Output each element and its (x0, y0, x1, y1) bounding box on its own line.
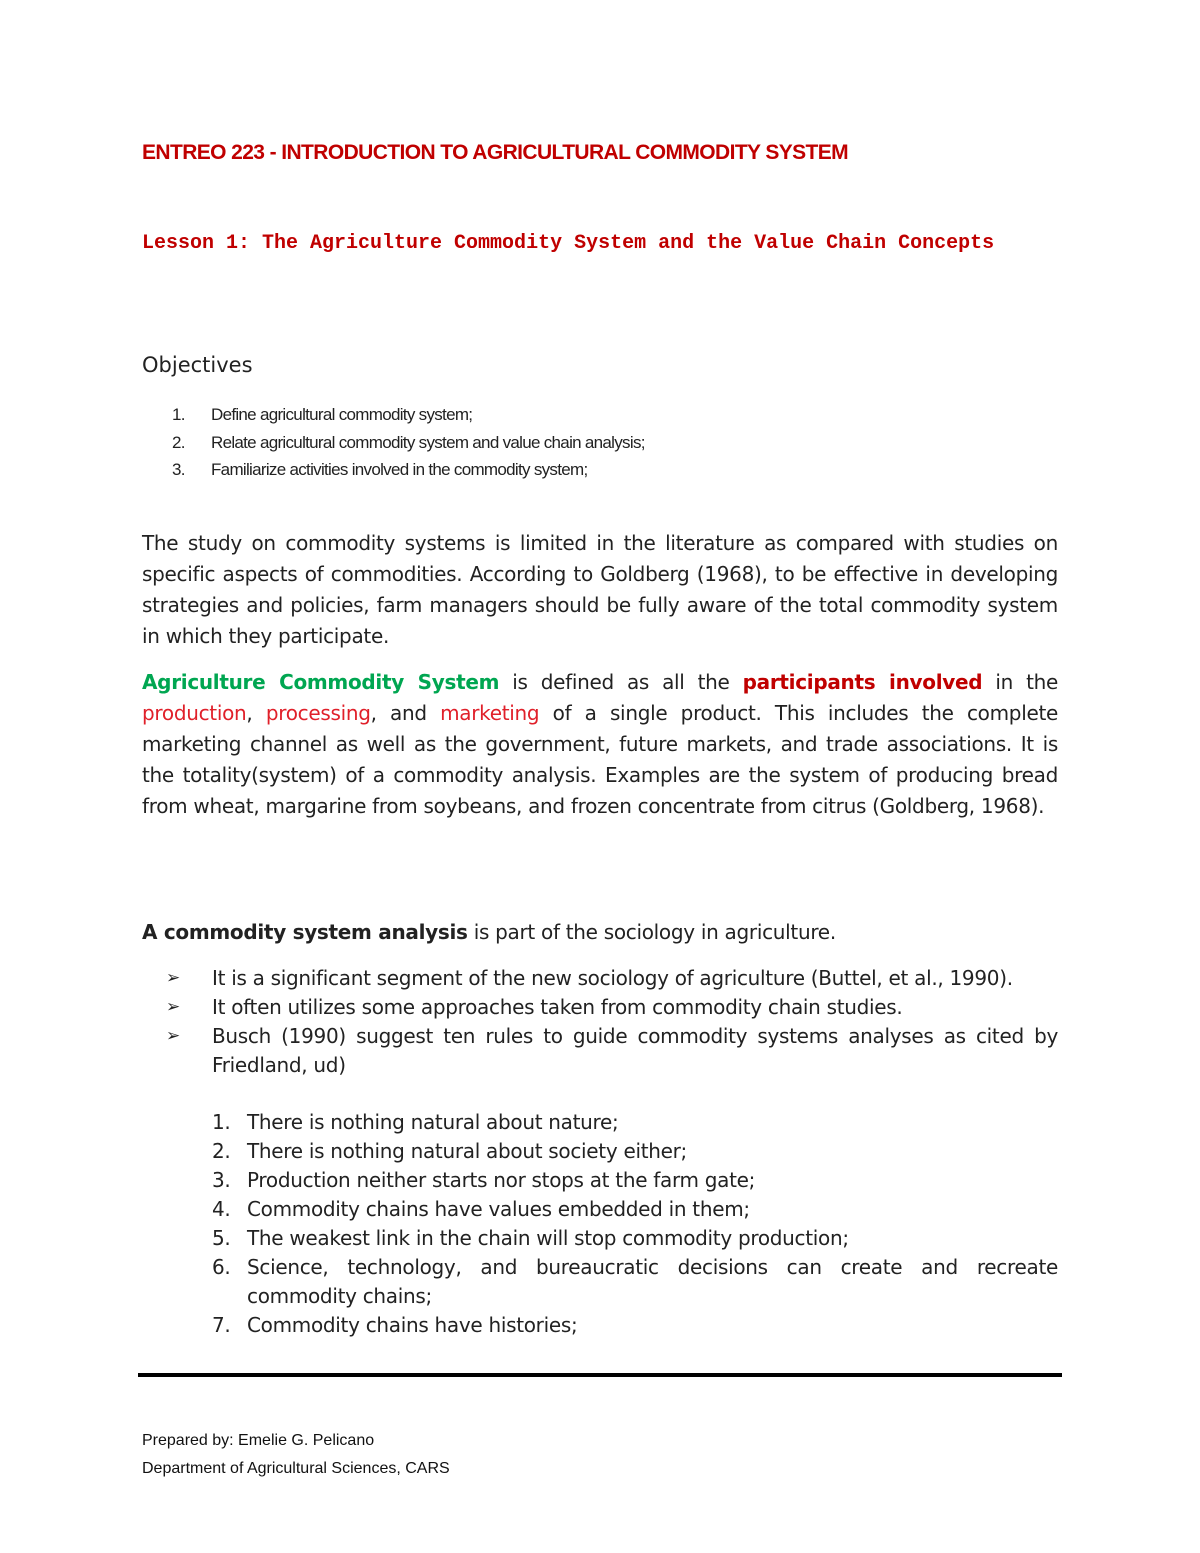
footer-department: Department of Agricultural Sciences, CARS (142, 1460, 450, 1477)
list-item (172, 456, 645, 484)
list-item (212, 1224, 1058, 1253)
list-item (212, 1137, 1058, 1166)
course-title: ENTREO 223 - INTRODUCTION TO AGRICULTURAL COMMODITY SYSTEM (142, 141, 849, 164)
list-item (212, 1253, 1058, 1311)
text-run: , (246, 701, 266, 725)
term-processing: processing (265, 701, 371, 725)
list-item (166, 993, 1058, 1022)
list-text: Define agricultural commodity system; (211, 405, 473, 424)
list-text: Relate agricultural commodity system and value chain analysis; (211, 432, 645, 452)
list-item (212, 1311, 1058, 1340)
list-item (212, 1166, 1058, 1195)
list-text: Commodity chains have values embedded in them; (247, 1197, 750, 1221)
intro-paragraph: The study on commodity systems is limited in the literature as compared with studies on specific aspects of commodities. According to Goldberg (1968), to be effective in developing strategies and policies, farm managers should be fully aware of the total commodity system in which they participate. (142, 531, 1058, 648)
list-item (212, 1108, 1058, 1137)
analysis-paragraph (142, 917, 1058, 948)
list-text: Commodity chains have histories; (247, 1313, 578, 1337)
list-item (172, 429, 645, 457)
list-item (166, 964, 1058, 993)
list-text: Busch (1990) suggest ten rules to guide commodity systems analyses as cited by Friedland, ud) (212, 1024, 1058, 1077)
arrow-bullet-list (166, 964, 1058, 1080)
list-number: 1. (172, 405, 185, 424)
text-run: of a single product. This includes the complete marketing channel as well as the government, future markets, and trade associations. It is the totality(system) of a commodity analysis. Examples are the system of producing bread from wheat, margarine from soybeans, and frozen concentrate from citrus (Goldberg, 1968). (142, 701, 1058, 818)
list-number: 6. (212, 1255, 231, 1279)
list-text: Familiarize activities involved in the commodity system; (211, 460, 588, 479)
term-participants: participants involved (742, 670, 983, 694)
list-text: Science, technology, and bureaucratic decisions can create and recreate commodity chains; (247, 1255, 1058, 1308)
term-marketing: marketing (440, 701, 540, 725)
text-run: is defined as all the (499, 670, 743, 694)
text-run: in the (982, 670, 1058, 694)
list-item (166, 1022, 1058, 1080)
term-production: production (142, 701, 247, 725)
arrow-bullet-icon: ➢ (166, 1026, 180, 1046)
term-agriculture-commodity-system: Agriculture Commodity System (142, 670, 500, 694)
arrow-bullet-icon: ➢ (166, 968, 180, 988)
list-text: It is a significant segment of the new sociology of agriculture (Buttel, et al., 1990). (212, 966, 1013, 990)
term-commodity-system-analysis: A commodity system analysis (142, 920, 468, 944)
list-number: 2. (212, 1139, 231, 1163)
list-number: 3. (212, 1168, 231, 1192)
list-text: There is nothing natural about nature; (247, 1110, 619, 1134)
footer-prepared-by: Prepared by: Emelie G. Pelicano (142, 1432, 375, 1449)
arrow-bullet-icon: ➢ (166, 997, 180, 1017)
text-run: is part of the sociology in agriculture. (467, 920, 836, 944)
lesson-title: Lesson 1: The Agriculture Commodity System and the Value Chain Concepts (142, 232, 995, 255)
list-item (172, 401, 645, 429)
rules-list (212, 1108, 1058, 1340)
definition-paragraph (142, 667, 1058, 822)
list-text: There is nothing natural about society either; (247, 1139, 687, 1163)
list-number: 4. (212, 1197, 231, 1221)
list-item (212, 1195, 1058, 1224)
list-text: Production neither starts nor stops at the farm gate; (247, 1168, 756, 1192)
list-number: 5. (212, 1226, 231, 1250)
objectives-heading: Objectives (142, 353, 253, 377)
list-number: 7. (212, 1313, 231, 1337)
objectives-list (172, 401, 645, 484)
text-run: , and (370, 701, 441, 725)
list-text: It often utilizes some approaches taken from commodity chain studies. (212, 995, 903, 1019)
list-text: The weakest link in the chain will stop commodity production; (247, 1226, 849, 1250)
footer-divider (138, 1373, 1062, 1377)
list-number: 3. (172, 460, 185, 479)
list-number: 1. (212, 1110, 231, 1134)
list-number: 2. (172, 432, 185, 452)
